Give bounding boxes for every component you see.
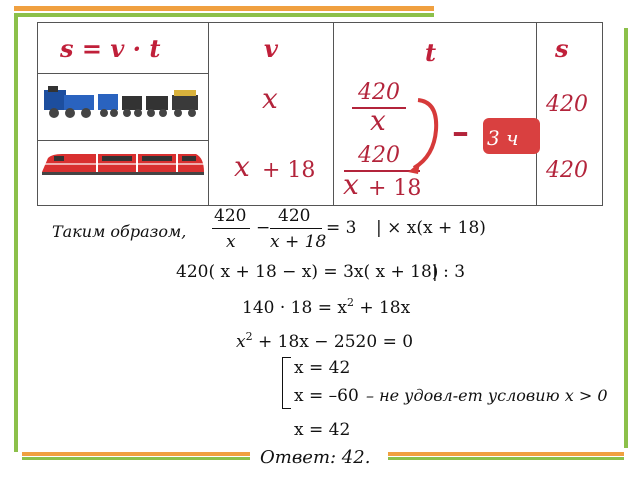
answer: Ответ: 42. <box>260 447 371 468</box>
root-2-rejection-note: – не удовл-ет условию x > 0 <box>366 386 608 405</box>
system-bracket <box>282 357 291 409</box>
final-root: x = 42 <box>294 420 351 440</box>
eq1-operation: | × x(x + 18) <box>376 218 486 238</box>
frame-bar-left <box>14 17 18 452</box>
header-formula: s = v · t <box>60 34 161 63</box>
frame-bar-top-green <box>14 13 434 17</box>
eq3 <box>242 296 410 318</box>
eq3-exponent: 2 <box>346 296 354 309</box>
frame-bar-bottom-right-orange <box>388 452 624 456</box>
table-divider <box>536 23 537 205</box>
eq1-minus: − <box>256 218 271 238</box>
express-time-numerator: 420 <box>358 143 400 168</box>
eq4-exponent: 2 <box>245 330 253 343</box>
eq1-numerator-2: 420 <box>278 206 311 226</box>
freight-distance: 420 <box>546 92 588 117</box>
frame-bar-bottom-right-green <box>388 457 624 460</box>
freight-velocity: x <box>262 82 278 115</box>
freight-train-image <box>42 86 202 120</box>
difference-minus: – <box>452 112 469 152</box>
eq1-rhs: = 3 <box>326 218 357 238</box>
express-distance: 420 <box>546 158 588 183</box>
express-train-image <box>40 150 206 178</box>
eq3-right: + 18x <box>353 298 411 318</box>
solution-intro: Таким образом, <box>52 222 187 241</box>
table-divider <box>38 73 208 74</box>
eq1-denominator-2: x + 18 <box>270 232 327 252</box>
frame-bar-right <box>624 28 628 448</box>
express-velocity-addend: + 18 <box>262 158 316 183</box>
frame-bar-bottom-left-orange <box>22 452 250 456</box>
root-1: x = 42 <box>294 358 351 378</box>
root-2: x = –60 <box>294 386 359 406</box>
eq2-operation: | : 3 <box>432 262 466 282</box>
header-distance: s <box>555 34 569 63</box>
header-time: t <box>425 38 437 67</box>
table-divider <box>333 23 334 205</box>
eq1-fraction-bar-1 <box>212 228 250 229</box>
eq4-right: + 18x − 2520 = 0 <box>252 332 414 352</box>
express-time-denominator-addend: + 18 <box>368 176 422 201</box>
difference-arrow <box>404 94 444 176</box>
frame-bar-bottom-left-green <box>22 457 250 460</box>
express-time-denominator-var: x <box>343 168 359 201</box>
freight-time-denominator: x <box>370 104 386 137</box>
header-velocity: v <box>264 34 278 63</box>
eq4-left: x <box>236 332 246 352</box>
eq1-denominator-1: x <box>226 232 236 252</box>
table-divider <box>38 140 208 141</box>
express-velocity-var: x <box>234 150 250 183</box>
difference-label: 3 ч <box>487 126 519 150</box>
eq3-left: 140 · 18 = x <box>242 298 347 318</box>
eq2: 420( x + 18 − x) = 3x( x + 18) <box>176 262 439 282</box>
table-divider <box>208 23 209 205</box>
eq1-numerator-1: 420 <box>214 206 247 226</box>
eq4 <box>236 330 413 352</box>
freight-time-numerator: 420 <box>358 80 400 105</box>
eq1-fraction-bar-2 <box>270 228 322 229</box>
frame-bar-top-orange <box>14 6 434 11</box>
